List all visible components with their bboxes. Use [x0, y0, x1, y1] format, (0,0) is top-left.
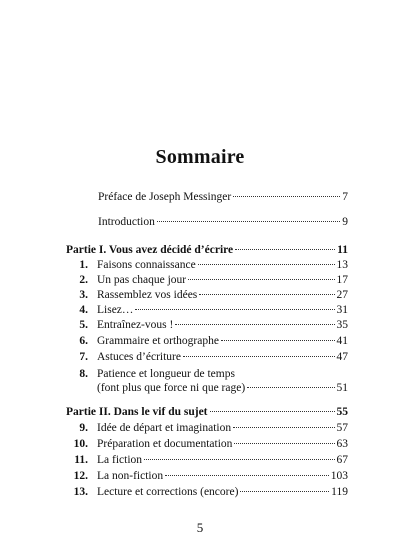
chapter-title: La non-fiction	[97, 470, 164, 482]
dot-leader	[135, 309, 334, 310]
chapter-title: Un pas chaque jour	[97, 274, 187, 286]
chapter-title: Faisons connaissance	[97, 259, 196, 271]
chapter-page: 67	[336, 454, 348, 466]
dot-leader	[199, 294, 334, 295]
chapter-number: 9.	[79, 422, 88, 434]
toc-part-page: 55	[336, 406, 348, 418]
chapter-title-line2	[97, 381, 348, 395]
chapter-number: 7.	[79, 351, 88, 363]
chapter-subtitle: (font plus que force ni que rage)	[97, 382, 246, 394]
chapter-title: Préparation et documentation	[97, 438, 233, 450]
chapter-number: 2.	[79, 274, 88, 286]
chapter-number: 8.	[79, 368, 88, 380]
chapter-page: 57	[336, 422, 348, 434]
dot-leader	[198, 264, 335, 265]
toc-chapter	[66, 258, 348, 272]
dot-leader	[247, 387, 334, 388]
toc-chapter	[66, 437, 348, 451]
chapter-page: 41	[336, 335, 348, 347]
chapter-title: Rassemblez vos idées	[97, 289, 198, 301]
page-number: 5	[196, 520, 204, 535]
chapter-page: 51	[336, 382, 348, 394]
dot-leader	[235, 249, 335, 250]
chapter-page: 13	[336, 259, 348, 271]
chapter-number: 12.	[73, 470, 88, 482]
dot-leader	[188, 279, 334, 280]
dot-leader	[233, 196, 340, 197]
chapter-title: Lisez…	[97, 304, 134, 316]
chapter-title: La fiction	[97, 454, 143, 466]
toc-chapter	[66, 350, 348, 364]
chapter-number: 3.	[79, 289, 88, 301]
chapter-number: 6.	[79, 335, 88, 347]
chapter-page: 47	[336, 351, 348, 363]
chapter-number: 1.	[79, 259, 88, 271]
chapter-page: 17	[336, 274, 348, 286]
toc-part-title: Partie II. Dans le vif du sujet	[66, 406, 208, 418]
toc-part-2	[66, 405, 348, 419]
toc-entry-introduction	[98, 215, 348, 229]
chapter-title: Idée de départ et imagination	[97, 422, 232, 434]
toc-chapter	[66, 421, 348, 435]
toc-chapter	[66, 318, 348, 332]
chapter-title: Entraînez-vous !	[97, 319, 174, 331]
toc-entry-preface	[98, 190, 348, 204]
chapter-number: 10.	[73, 438, 88, 450]
chapter-number: 5.	[79, 319, 88, 331]
chapter-page: 103	[330, 470, 348, 482]
chapter-page: 63	[336, 438, 348, 450]
toc-chapter	[66, 453, 348, 467]
dot-leader	[183, 356, 335, 357]
chapter-page: 119	[331, 486, 348, 498]
dot-leader	[157, 221, 340, 222]
dot-leader	[233, 427, 334, 428]
toc-part-title: Partie I. Vous avez décidé d’écrire	[66, 244, 234, 256]
dot-leader	[210, 411, 335, 412]
chapter-page: 35	[336, 319, 348, 331]
toc-chapter	[66, 273, 348, 287]
chapter-title: Grammaire et orthographe	[97, 335, 219, 347]
toc-part-page: 11	[337, 244, 348, 256]
toc-chapter	[66, 367, 348, 395]
chapter-title: Patience et longueur de temps	[97, 368, 235, 380]
toc-chapter	[66, 334, 348, 348]
toc-chapter	[66, 469, 348, 483]
toc-entry-page: 9	[342, 216, 348, 228]
chapter-page: 31	[336, 304, 348, 316]
chapter-title: Astuces d’écriture	[97, 351, 181, 363]
dot-leader	[221, 340, 335, 341]
page-title: Sommaire	[155, 146, 245, 168]
toc-part-1	[66, 243, 348, 257]
dot-leader	[144, 459, 334, 460]
chapter-number: 11.	[74, 454, 88, 466]
dot-leader	[240, 491, 329, 492]
toc-entry-page: 7	[342, 191, 348, 203]
chapter-number: 4.	[79, 304, 88, 316]
chapter-title: Lecture et corrections (encore)	[97, 486, 239, 498]
toc-entry-text: Préface de Joseph Messinger	[98, 191, 232, 203]
chapter-number: 13.	[73, 486, 88, 498]
toc-chapter	[66, 303, 348, 317]
toc-entry-text: Introduction	[98, 216, 155, 228]
toc-chapter	[66, 485, 348, 499]
chapter-page: 27	[336, 289, 348, 301]
dot-leader	[234, 443, 334, 444]
toc-chapter	[66, 288, 348, 302]
chapter-title-block	[97, 367, 348, 395]
dot-leader	[165, 475, 329, 476]
dot-leader	[175, 324, 334, 325]
